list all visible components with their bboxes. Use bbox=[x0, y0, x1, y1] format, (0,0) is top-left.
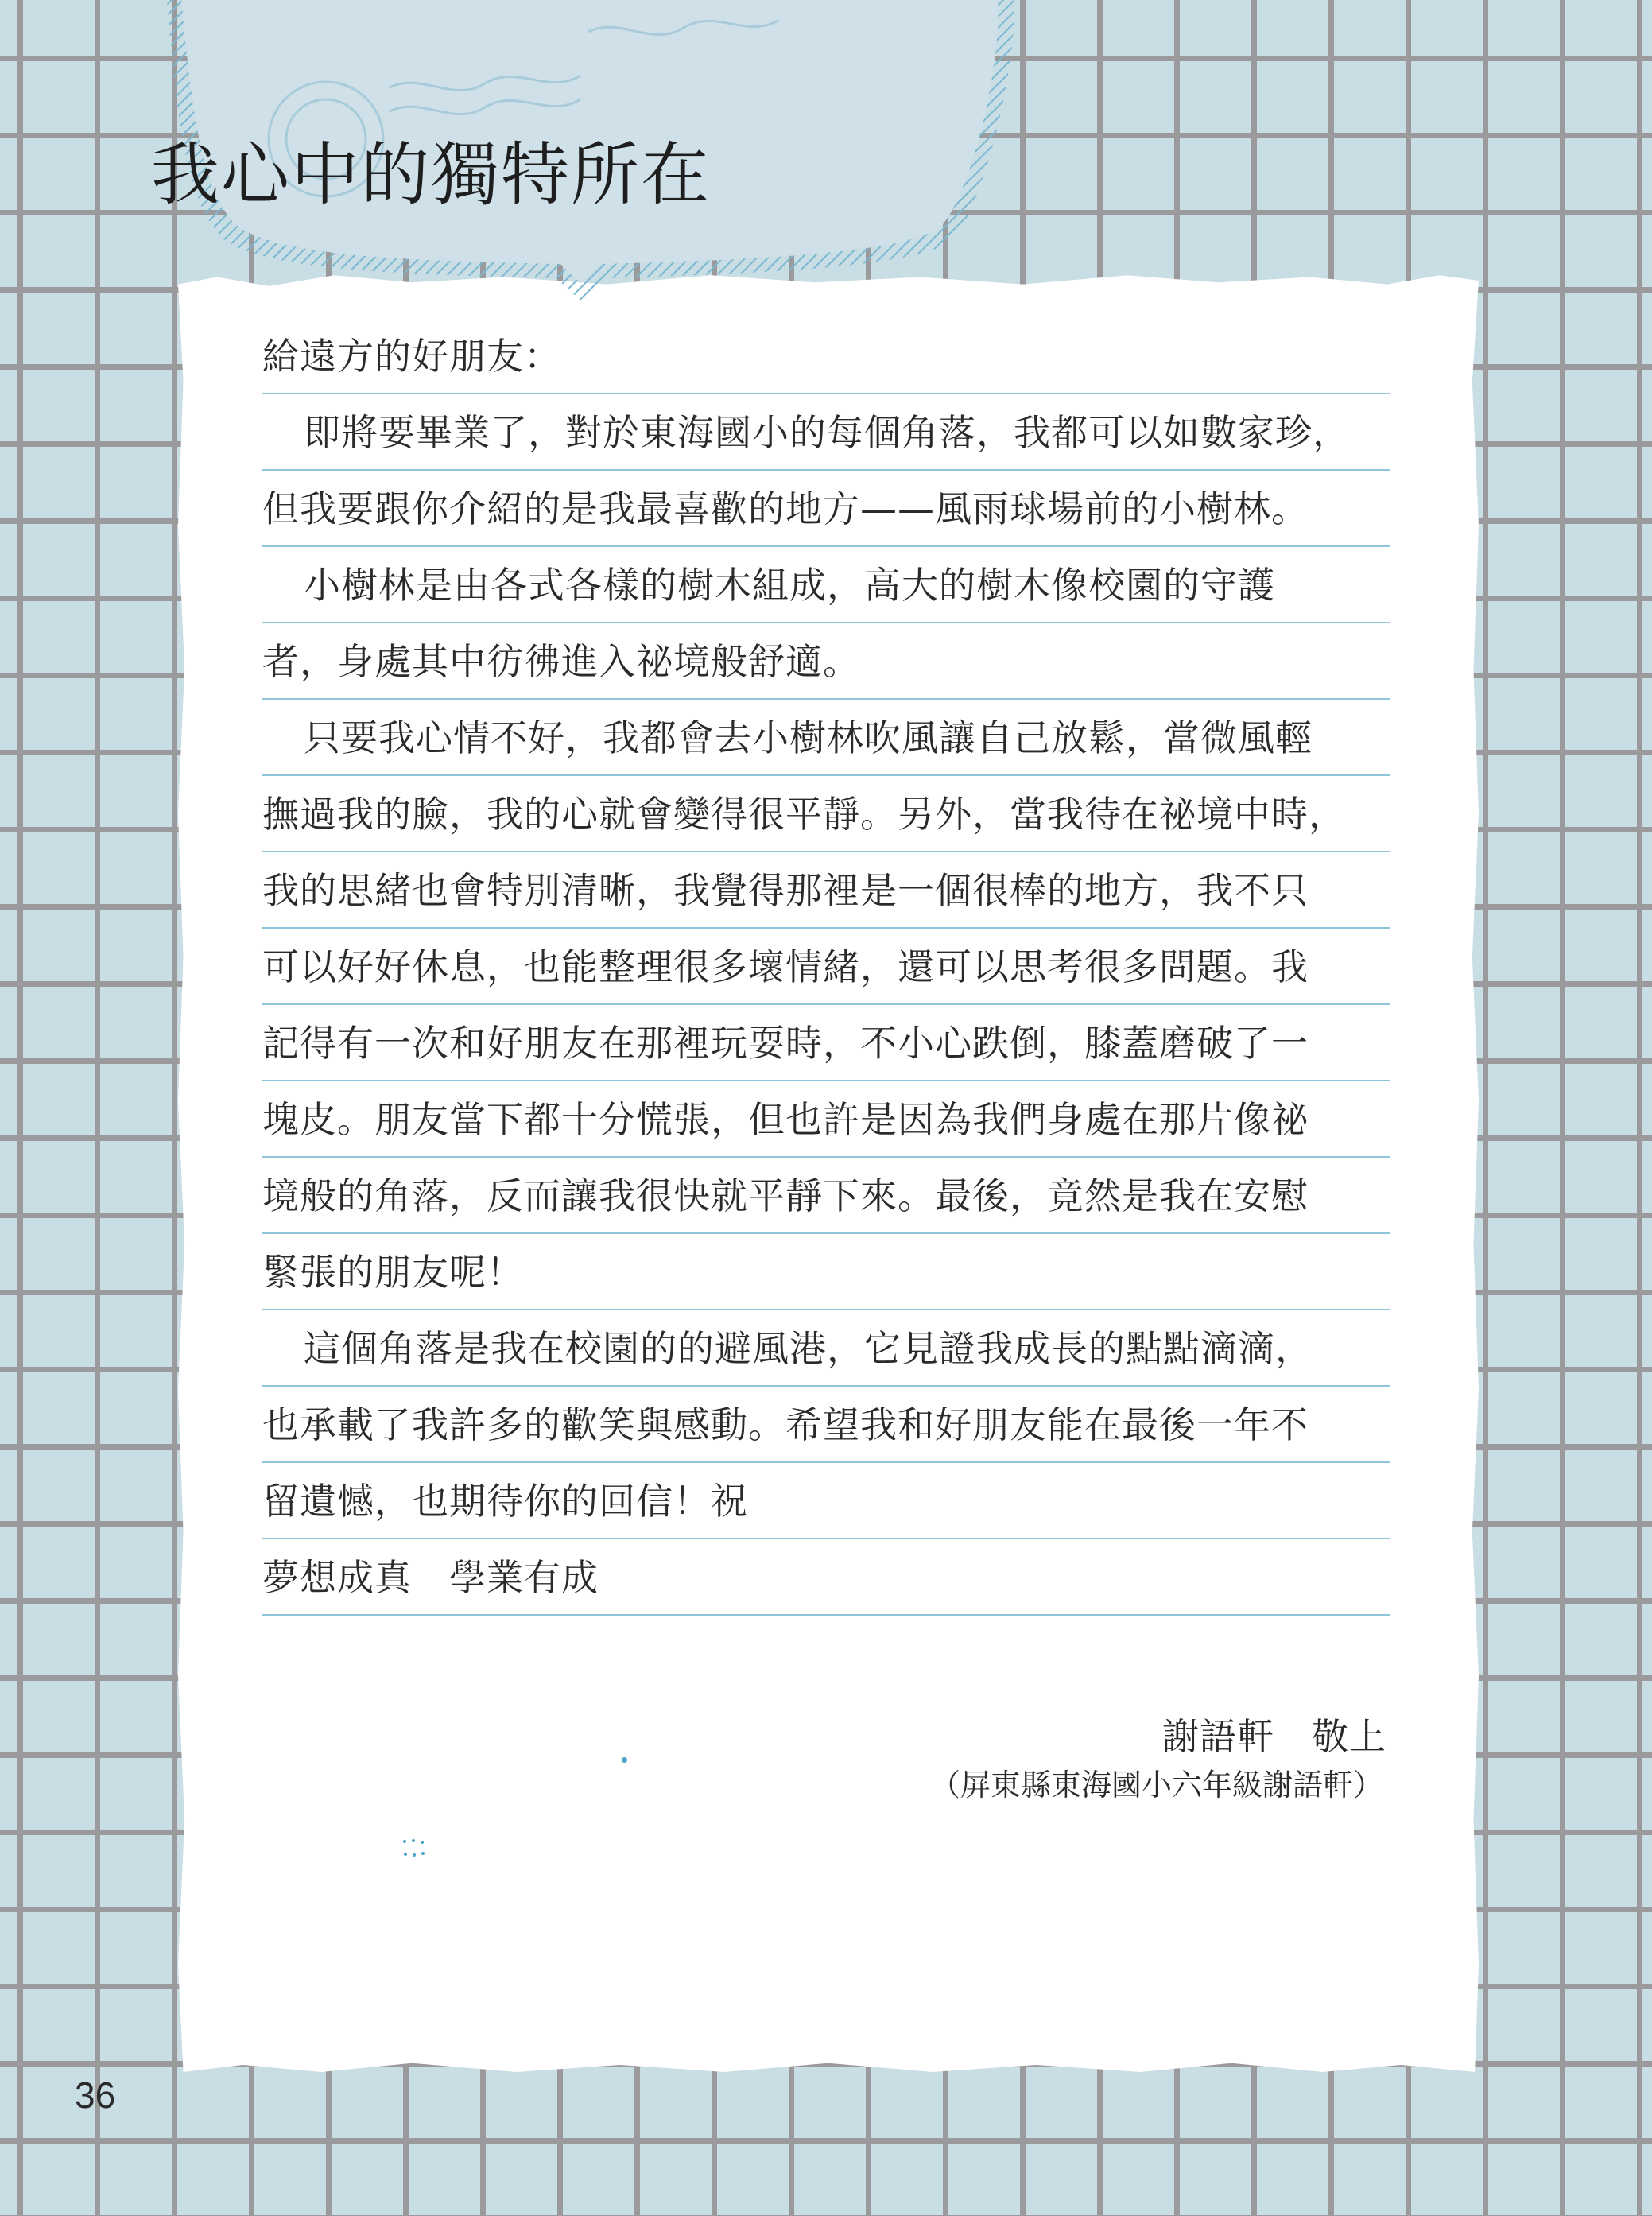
decorative-dots bbox=[401, 1838, 425, 1859]
letter-line: 但我要跟你介紹的是我最喜歡的地方——風雨球場前的小樹林。 bbox=[262, 471, 1390, 547]
page-title: 我心中的獨特所在 bbox=[151, 135, 711, 215]
letter-line: 緊張的朋友呢！ bbox=[262, 1234, 1390, 1310]
letter-line: 只要我心情不好，我都會去小樹林吹風讓自己放鬆，當微風輕 bbox=[262, 700, 1390, 776]
letter-line: 境般的角落，反而讓我很快就平靜下來。最後，竟然是我在安慰 bbox=[262, 1158, 1390, 1234]
page-number: 36 bbox=[75, 2074, 116, 2116]
letter-line: 塊皮。朋友當下都十分慌張，但也許是因為我們身處在那片像祕 bbox=[262, 1081, 1390, 1158]
letter-body bbox=[262, 318, 1390, 1616]
letter-line: 留遺憾，也期待你的回信！祝 bbox=[262, 1463, 1390, 1539]
author-affiliation: （屏東縣東海國小六年級謝語軒） bbox=[929, 1768, 1383, 1803]
letter-line: 撫過我的臉，我的心就會變得很平靜。另外，當我待在祕境中時， bbox=[262, 776, 1390, 852]
letter-line: 可以好好休息，也能整理很多壞情緒，還可以思考很多問題。我 bbox=[262, 929, 1390, 1005]
letter-line: 記得有一次和好朋友在那裡玩耍時，不小心跌倒，膝蓋磨破了一 bbox=[262, 1005, 1390, 1081]
signature: 謝語軒 敬上 bbox=[1162, 1715, 1386, 1758]
letter-line: 者，身處其中彷彿進入祕境般舒適。 bbox=[262, 623, 1390, 700]
letter-line: 也承載了我許多的歡笑與感動。希望我和好朋友能在最後一年不 bbox=[262, 1387, 1390, 1463]
letter-closing: 夢想成真 學業有成 bbox=[262, 1539, 1390, 1616]
letter-line: 我的思緒也會特別清晰，我覺得那裡是一個很棒的地方，我不只 bbox=[262, 852, 1390, 929]
letter-line: 給遠方的好朋友： bbox=[262, 318, 1390, 394]
letter-line: 小樹林是由各式各樣的樹木組成，高大的樹木像校園的守護 bbox=[262, 547, 1390, 623]
letter-line: 即將要畢業了，對於東海國小的每個角落，我都可以如數家珍， bbox=[262, 394, 1390, 471]
letter-line: 這個角落是我在校園的的避風港，它見證我成長的點點滴滴， bbox=[262, 1310, 1390, 1387]
decorative-dot bbox=[622, 1757, 627, 1763]
